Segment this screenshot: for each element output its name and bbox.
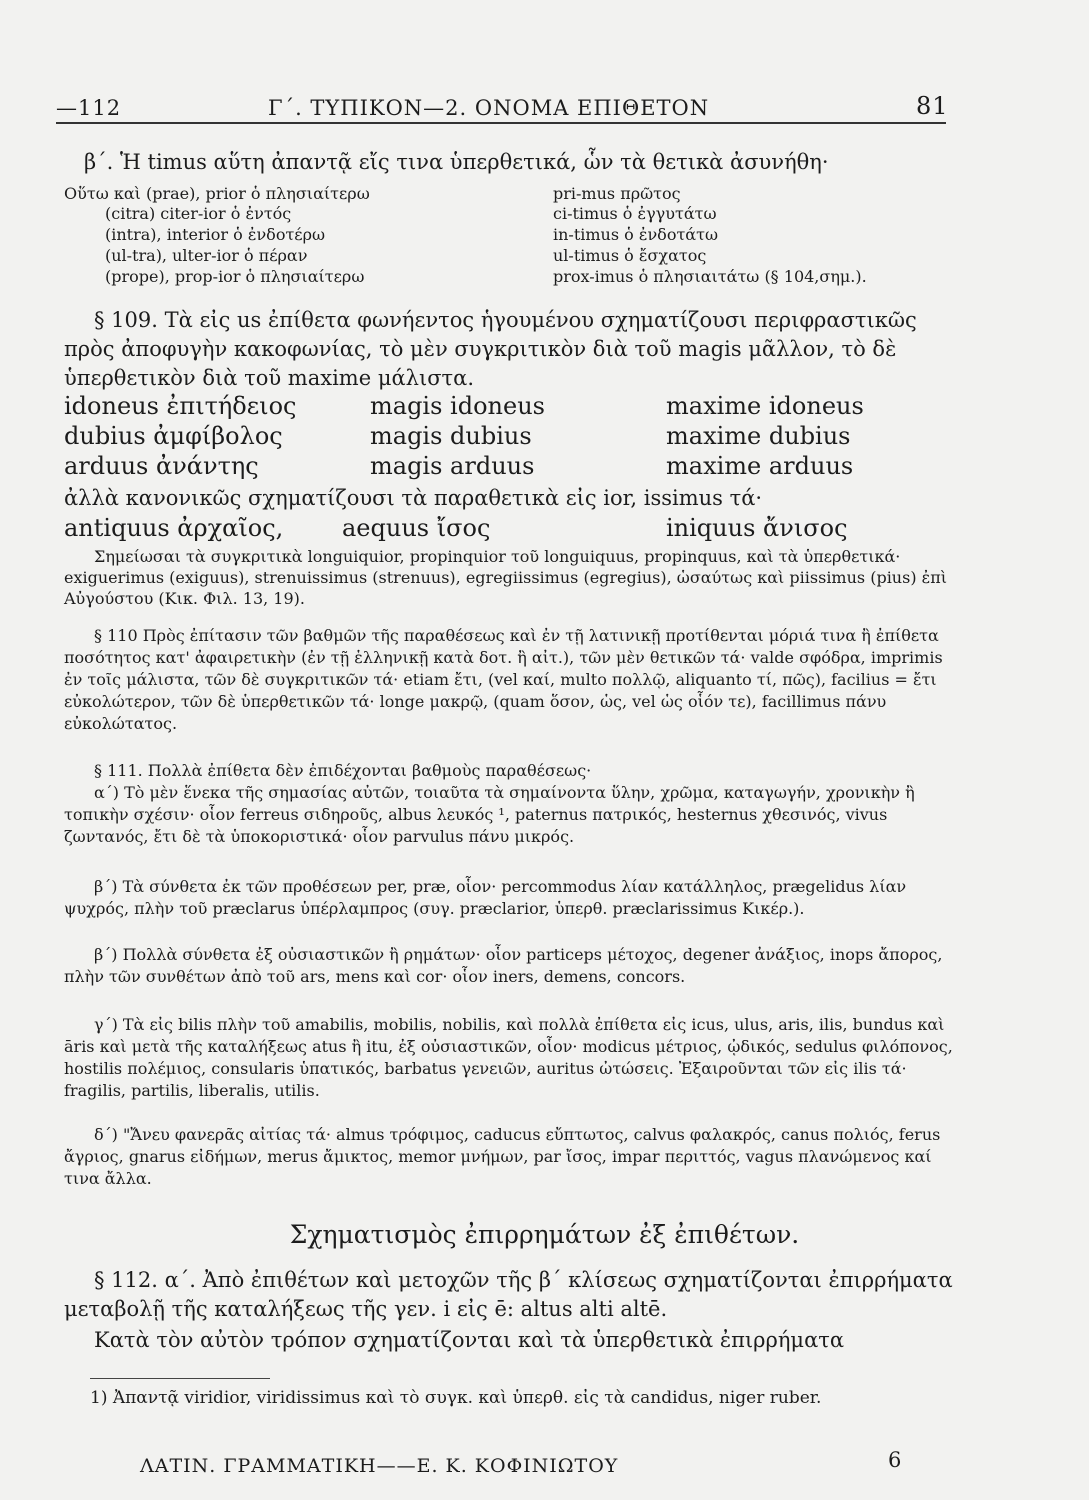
comparative-right-4: ul-timus ὁ ἔσχατος: [553, 246, 707, 265]
section-111-c: β΄) Πολλὰ σύνθετα ἐξ οὐσιαστικῶν ἢ ρημάτων· οἷον particeps μέτοχος, degener ἀνάξιος, inops ἄπορος, πλὴν τῶν συνθέτων ἀπὸ τοῦ ars, mens καὶ cor· οἷον iners, demens, concors.: [64, 945, 943, 986]
comparative-left-2: (citra) citer-ior ὁ ἐντός: [105, 204, 292, 223]
signature-mark: 6: [888, 1448, 903, 1472]
header-title: Γ΄. ΤΥΠΙΚΟΝ—2. ΟΝΟΜΑ ΕΠΙΘΕΤΟΝ: [268, 96, 710, 120]
irregular-word: aequus ἴσος: [342, 514, 491, 542]
section-111-e: δ΄) "Ἄνευ φανερᾶς αἰτίας τά· almus τρόφιμος, caducus εὔπτωτος, calvus φαλακρός, canus πολιός, ferus ἄγριος, gnarus εἰδήμων, merus ἄμικτος, memor μνήμων, par ἴσος, impar περιττός, vagus πλανώμενος καί τινα ἄλλα.: [64, 1125, 941, 1188]
section-112: § 112. α΄. Ἀπὸ ἐπιθέτων καὶ μετοχῶν τῆς β΄ κλίσεως σχηματίζονται ἐπιρρήματα μεταβολῇ τῆς καταλήξεως τῆς γεν. i εἰς ē: altus alti altē.: [64, 1268, 953, 1321]
table109-cell: maxime idoneus: [666, 392, 864, 420]
table109-cell: magis arduus: [370, 452, 535, 480]
comparative-right-1: pri-mus πρῶτος: [553, 184, 681, 203]
comparative-left-5: (prope), prop-ior ὁ πλησιαίτερω: [105, 267, 365, 286]
table109-cell: maxime dubius: [666, 422, 851, 450]
irregular-word: antiquus ἀρχαῖος,: [64, 514, 284, 542]
comparative-right-2: ci-timus ὁ ἐγγυτάτω: [553, 204, 717, 223]
irregular-word: iniquus ἄνισος: [666, 514, 848, 542]
table109-cell: dubius ἀμφίβολος: [64, 422, 283, 450]
table109-cell: arduus ἀνάντης: [64, 452, 259, 480]
section-111-d: γ΄) Τὰ εἰς bilis πλὴν τοῦ amabilis, mobilis, nobilis, καὶ πολλὰ ἐπίθετα εἰς icus, ulus, aris, ilis, bundus καὶ āris καὶ μετὰ τῆς καταλήξεως atus ἢ itu, ἐξ οὐσιαστικῶν, οἷον· modicus μέτριος, ᾠδικός, sedulus φιλόπονος, hostilis πολέμιος, consularis ὑπατικός, barbatus γενειῶν, auritus ὠτώσεις. Ἐξαιροῦνται τῶν εἰς ilis τά· fragilis, partilis, liberalis, utilis.: [64, 1015, 953, 1100]
section-112-cont: Κατὰ τὸν αὐτὸν τρόπον σχηματίζονται καὶ τὰ ὑπερθετικὰ ἐπιρρήματα: [94, 1328, 845, 1352]
footnote-rule: [90, 1378, 270, 1379]
header-left: —112: [56, 96, 122, 120]
comparative-left-1: Οὕτω καὶ (prae), prior ὁ πλησιαίτερω: [64, 184, 370, 203]
section-title: Σχηματισμὸς ἐπιρρημάτων ἐξ ἐπιθέτων.: [289, 1220, 800, 1249]
header-rule: [56, 122, 946, 124]
intro-line: β΄. Ἡ timus αὕτη ἀπαντᾷ εἴς τινα ὑπερθετικά, ὧν τὰ θετικὰ ἀσυνήθη·: [84, 150, 829, 174]
comparative-left-4: (ul-tra), ulter-ior ὁ πέραν: [105, 246, 308, 265]
table109-cell: magis idoneus: [370, 392, 545, 420]
comparative-left-3: (intra), interior ὁ ἐνδοτέρω: [105, 225, 326, 244]
section-110: § 110 Πρὸς ἐπίτασιν τῶν βαθμῶν τῆς παραθέσεως καὶ ἐν τῇ λατινικῇ προτίθενται μόριά τινα ἢ ἐπίθετα ποσότητος κατ' ἀφαιρετικὴν (ἐν τῇ ἑλληνικῇ κατὰ δοτ. ἢ αἰτ.), τῶν μὲν θετικῶν τά· valde σφόδρα, imprimis ἐν τοῖς μάλιστα, τῶν δὲ συγκριτικῶν τά· etiam ἔτι, (vel καί, multo πολλῷ, aliquanto τί, πῶς), facilius = ἔτι εὐκολώτερον, τῶν δὲ ὑπερθετικῶν τά· longe μακρῷ, (quam ὅσον, ὡς, vel ὡς οἷόν τε), facillimus πάνυ εὐκολώτατος.: [64, 626, 943, 733]
section-111-b: β΄) Τὰ σύνθετα ἐκ τῶν προθέσεων per, præ, οἷον· percommodus λίαν κατάλληλος, prægelidus λίαν ψυχρός, πλὴν τοῦ præclarus ὑπέρλαμπρος (συγ. præclarior, ὑπερθ. præclarissimus Κικέρ.).: [64, 877, 907, 918]
section-109: § 109. Τὰ εἰς us ἐπίθετα φωνήεντος ἡγουμένου σχηματίζουσι περιφραστικῶς πρὸς ἀποφυγὴν κακοφωνίας, τὸ μὲν συγκριτικὸν διὰ τοῦ magis μᾶλλον, τὸ δὲ ὑπερθετικὸν διὰ τοῦ maxime μάλιστα.: [64, 308, 917, 390]
section-109-regular: ἀλλὰ κανονικῶς σχηματίζουσι τὰ παραθετικὰ εἰς ior, issimus τά·: [64, 486, 763, 510]
footer-title: ΛΑΤΙΝ. ΓΡΑΜΜΑΤΙΚΗ——Ε. Κ. ΚΟΦΙΝΙΩΤΟΥ: [140, 1455, 619, 1477]
table109-cell: idoneus ἐπιτήδειος: [64, 392, 297, 420]
table109-cell: magis dubius: [370, 422, 532, 450]
page-number: 81: [916, 92, 949, 120]
comparative-right-5: prox-imus ὁ πλησιαιτάτω (§ 104,σημ.).: [553, 267, 867, 286]
footnote: 1) Ἀπαντᾷ viridior, viridissimus καὶ τὸ συγκ. καὶ ὑπερθ. εἰς τὰ candidus, niger ruber.: [90, 1388, 822, 1408]
section-111: § 111. Πολλὰ ἐπίθετα δὲν ἐπιδέχονται βαθμοὺς παραθέσεως·: [94, 761, 592, 780]
comparative-right-3: in-timus ὁ ἐνδοτάτω: [553, 225, 718, 244]
section-111-a: α΄) Τὸ μὲν ἕνεκα τῆς σημασίας αὐτῶν, τοιαῦτα τὰ σημαίνοντα ὕλην, χρῶμα, καταγωγήν, χρονικὴν ἢ τοπικὴν σχέσιν· οἷον ferreus σιδηροῦς, albus λευκός ¹, paternus πατρικός, hesternus χθεσινός, vivus ζωντανός, ἔτι δὲ τὰ ὑποκοριστικά· οἷον parvulus πάνυ μικρός.: [64, 783, 915, 846]
note-109: Σημείωσαι τὰ συγκριτικὰ longuiquior, propinquior τοῦ longuiquus, propinquus, καὶ τὰ ὑπερθετικά· exiguerimus (exiguus), strenuissimus (strenuus), egregiissimus (egregius), ὡσαύτως καὶ piissimus (pius) ἐπὶ Αὐγούστου (Κικ. Φιλ. 13, 19).: [64, 547, 948, 608]
table109-cell: maxime arduus: [666, 452, 854, 480]
